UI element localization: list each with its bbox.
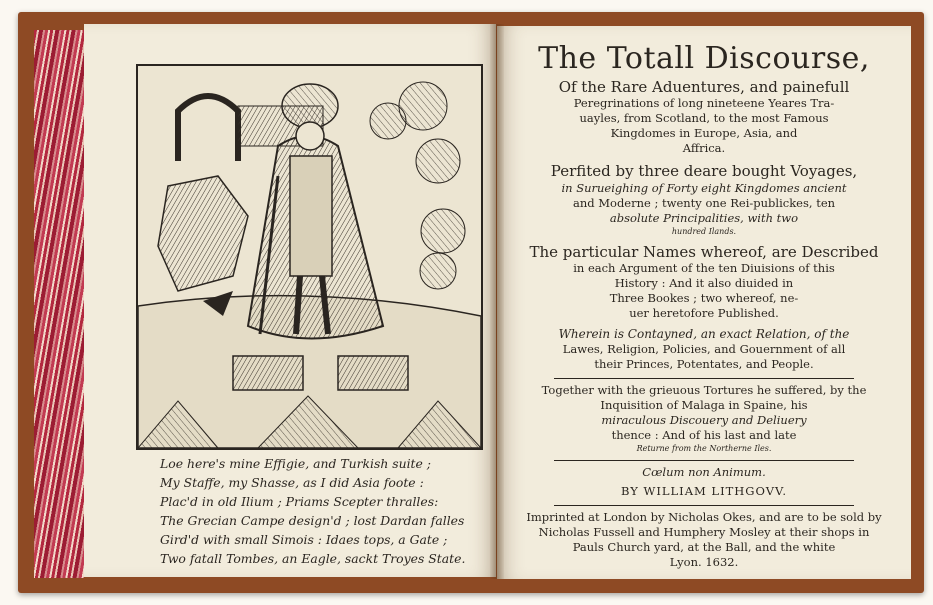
portrait-caption [160,454,480,568]
title-line: Affrica. [682,141,726,155]
imprint-line: Imprinted at London by Nicholas Okes, and are to be sold by [526,510,882,524]
author-line: BY WILLIAM LITHGOVV. [621,484,787,498]
imprint-line: Lyon. 1632. [669,555,739,569]
caption-line: Loe here's mine Effigie, and Turkish suite ; [160,456,431,471]
title-line: Returne from the Northerne Iles. [636,444,772,453]
title-line: Together with the grieuous Tortures he suffered, by the [541,383,867,397]
marbled-endpaper [34,30,84,578]
imprint-line: Pauls Church yard, at the Ball, and the white [572,540,836,554]
title-page [500,40,908,570]
rule-divider [554,505,854,506]
caption-line: My Staffe, my Shasse, as I did Asia foote : [160,475,424,490]
title-line: thence : And of his last and late [611,428,797,442]
caption-line: Gird'd with small Simois : Idaes tops, a Gate ; [160,532,448,547]
title-line: absolute Principalities, with two [609,211,799,225]
imprint-line: Nicholas Fussell and Humphery Mosley at their shops in [538,525,870,539]
rule-divider [554,460,854,461]
title-line: and Moderne ; twenty one Rei-publickes, ten [572,196,836,210]
title-heading: Perfited by three deare bought Voyages, [550,162,858,180]
title-line: in Surueighing of Forty eight Kingdomes ancient [561,181,847,195]
caption-line: Two fatall Tombes, an Eagle, sackt Troyes State. [160,551,466,566]
title-line: uayles, from Scotland, to the most Famous [579,111,829,125]
title-line: Lawes, Religion, Policies, and Gouernment of all [562,342,846,356]
motto: Cœlum non Animum. [642,465,766,479]
title-line: hundred Ilands. [671,227,737,236]
title-line: miraculous Discouery and Deliuery [601,413,807,427]
rule-divider [554,378,854,379]
title-line: Kingdomes in Europe, Asia, and [610,126,798,140]
title-line: in each Argument of the ten Diuisions of this [573,261,835,275]
book-subtitle: Of the Rare Aduentures, and painefull [558,78,850,96]
title-line: uer heretofore Published. [629,306,779,320]
title-heading: Wherein is Contayned, an exact Relation, of the [558,327,850,341]
woodcut-portrait [136,64,483,450]
title-line: Three Bookes ; two whereof, ne- [609,291,799,305]
title-line: Inquisition of Malaga in Spaine, his [600,398,808,412]
title-line: their Princes, Potentates, and People. [594,357,814,371]
title-heading: The particular Names whereof, are Described [529,243,879,261]
caption-line: The Grecian Campe design'd ; lost Dardan falles [160,513,465,528]
book-title: The Totall Discourse, [538,41,870,76]
title-line: History : And it also diuided in [614,276,794,290]
title-line: Peregrinations of long nineteene Yeares Tra- [573,96,835,110]
caption-line: Plac'd in old Ilium ; Priams Scepter thralles: [160,494,439,509]
